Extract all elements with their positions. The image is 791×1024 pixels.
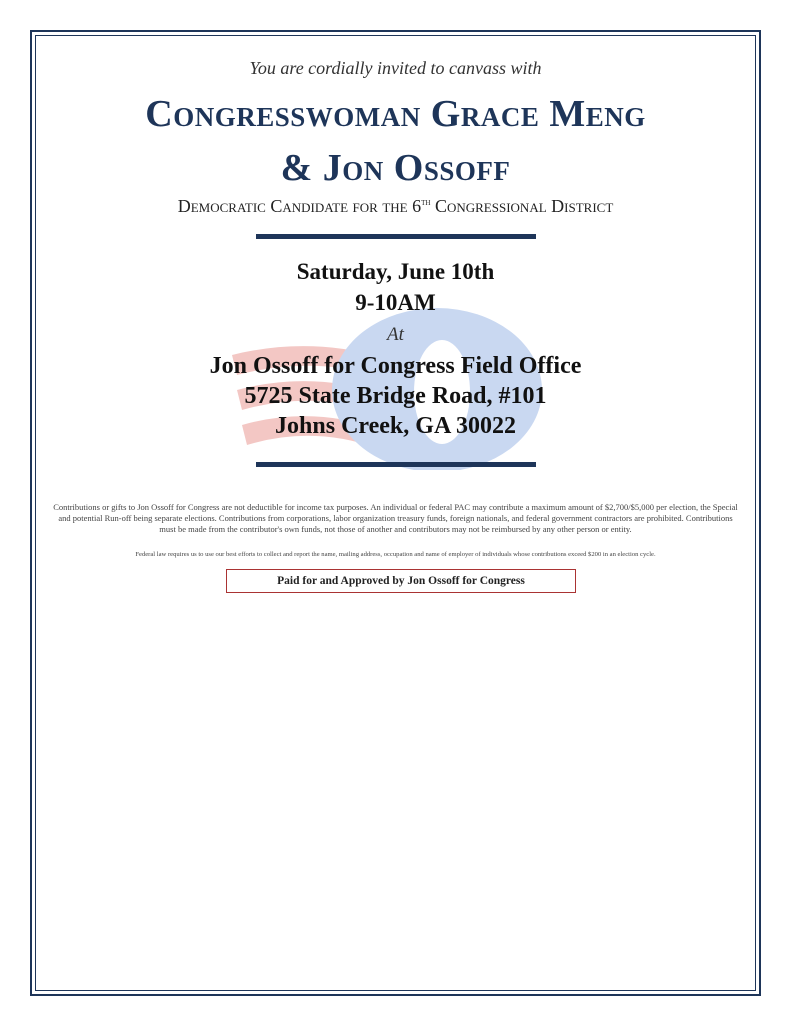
headline-line-2: & Jon Ossoff xyxy=(280,147,511,189)
venue xyxy=(40,351,751,441)
divider-bottom xyxy=(256,462,536,467)
venue-address: 5725 State Bridge Road, #101 xyxy=(244,383,547,409)
subtitle-part-2: Congressional District xyxy=(430,196,614,216)
subtitle-superscript: th xyxy=(421,197,431,208)
candidate-subtitle xyxy=(40,196,751,217)
venue-name: Jon Ossoff for Congress Field Office xyxy=(209,353,582,379)
invitation-line: You are cordially invited to canvass with xyxy=(249,58,542,78)
at-label: At xyxy=(387,324,404,345)
event-date: Saturday, June 10th xyxy=(296,259,495,284)
headline xyxy=(40,87,751,195)
event-time: 9-10AM xyxy=(355,290,436,315)
divider-top xyxy=(256,234,536,239)
contribution-disclaimer: Contributions or gifts to Jon Ossoff for Congress are not deductible for income tax purposes. An individual or federal PAC may contribute a maximum amount of $2,700/$5,000 per election, the Special and potential Run-off being separate elections. Contributions from corporations, labor organization treasury funds, foreign nationals, and federal government contractors are prohibited. Contributions must be made from the contributor's own funds, not those of another and contributors may not be reimbursed by any other person or entity. xyxy=(53,502,738,534)
federal-law-notice: Federal law requires us to use our best efforts to collect and report the name, mailing address, occupation and name of employer of individuals whose contributions exceed $200 in an election cycle. xyxy=(135,551,656,558)
subtitle-part-1: Democratic Candidate for the 6 xyxy=(177,196,422,216)
headline-line-1: Congresswoman Grace Meng xyxy=(145,93,646,135)
paid-for-box: Paid for and Approved by Jon Ossoff for Congress xyxy=(226,569,576,593)
venue-city: Johns Creek, GA 30022 xyxy=(275,413,516,439)
event-details xyxy=(40,256,751,318)
